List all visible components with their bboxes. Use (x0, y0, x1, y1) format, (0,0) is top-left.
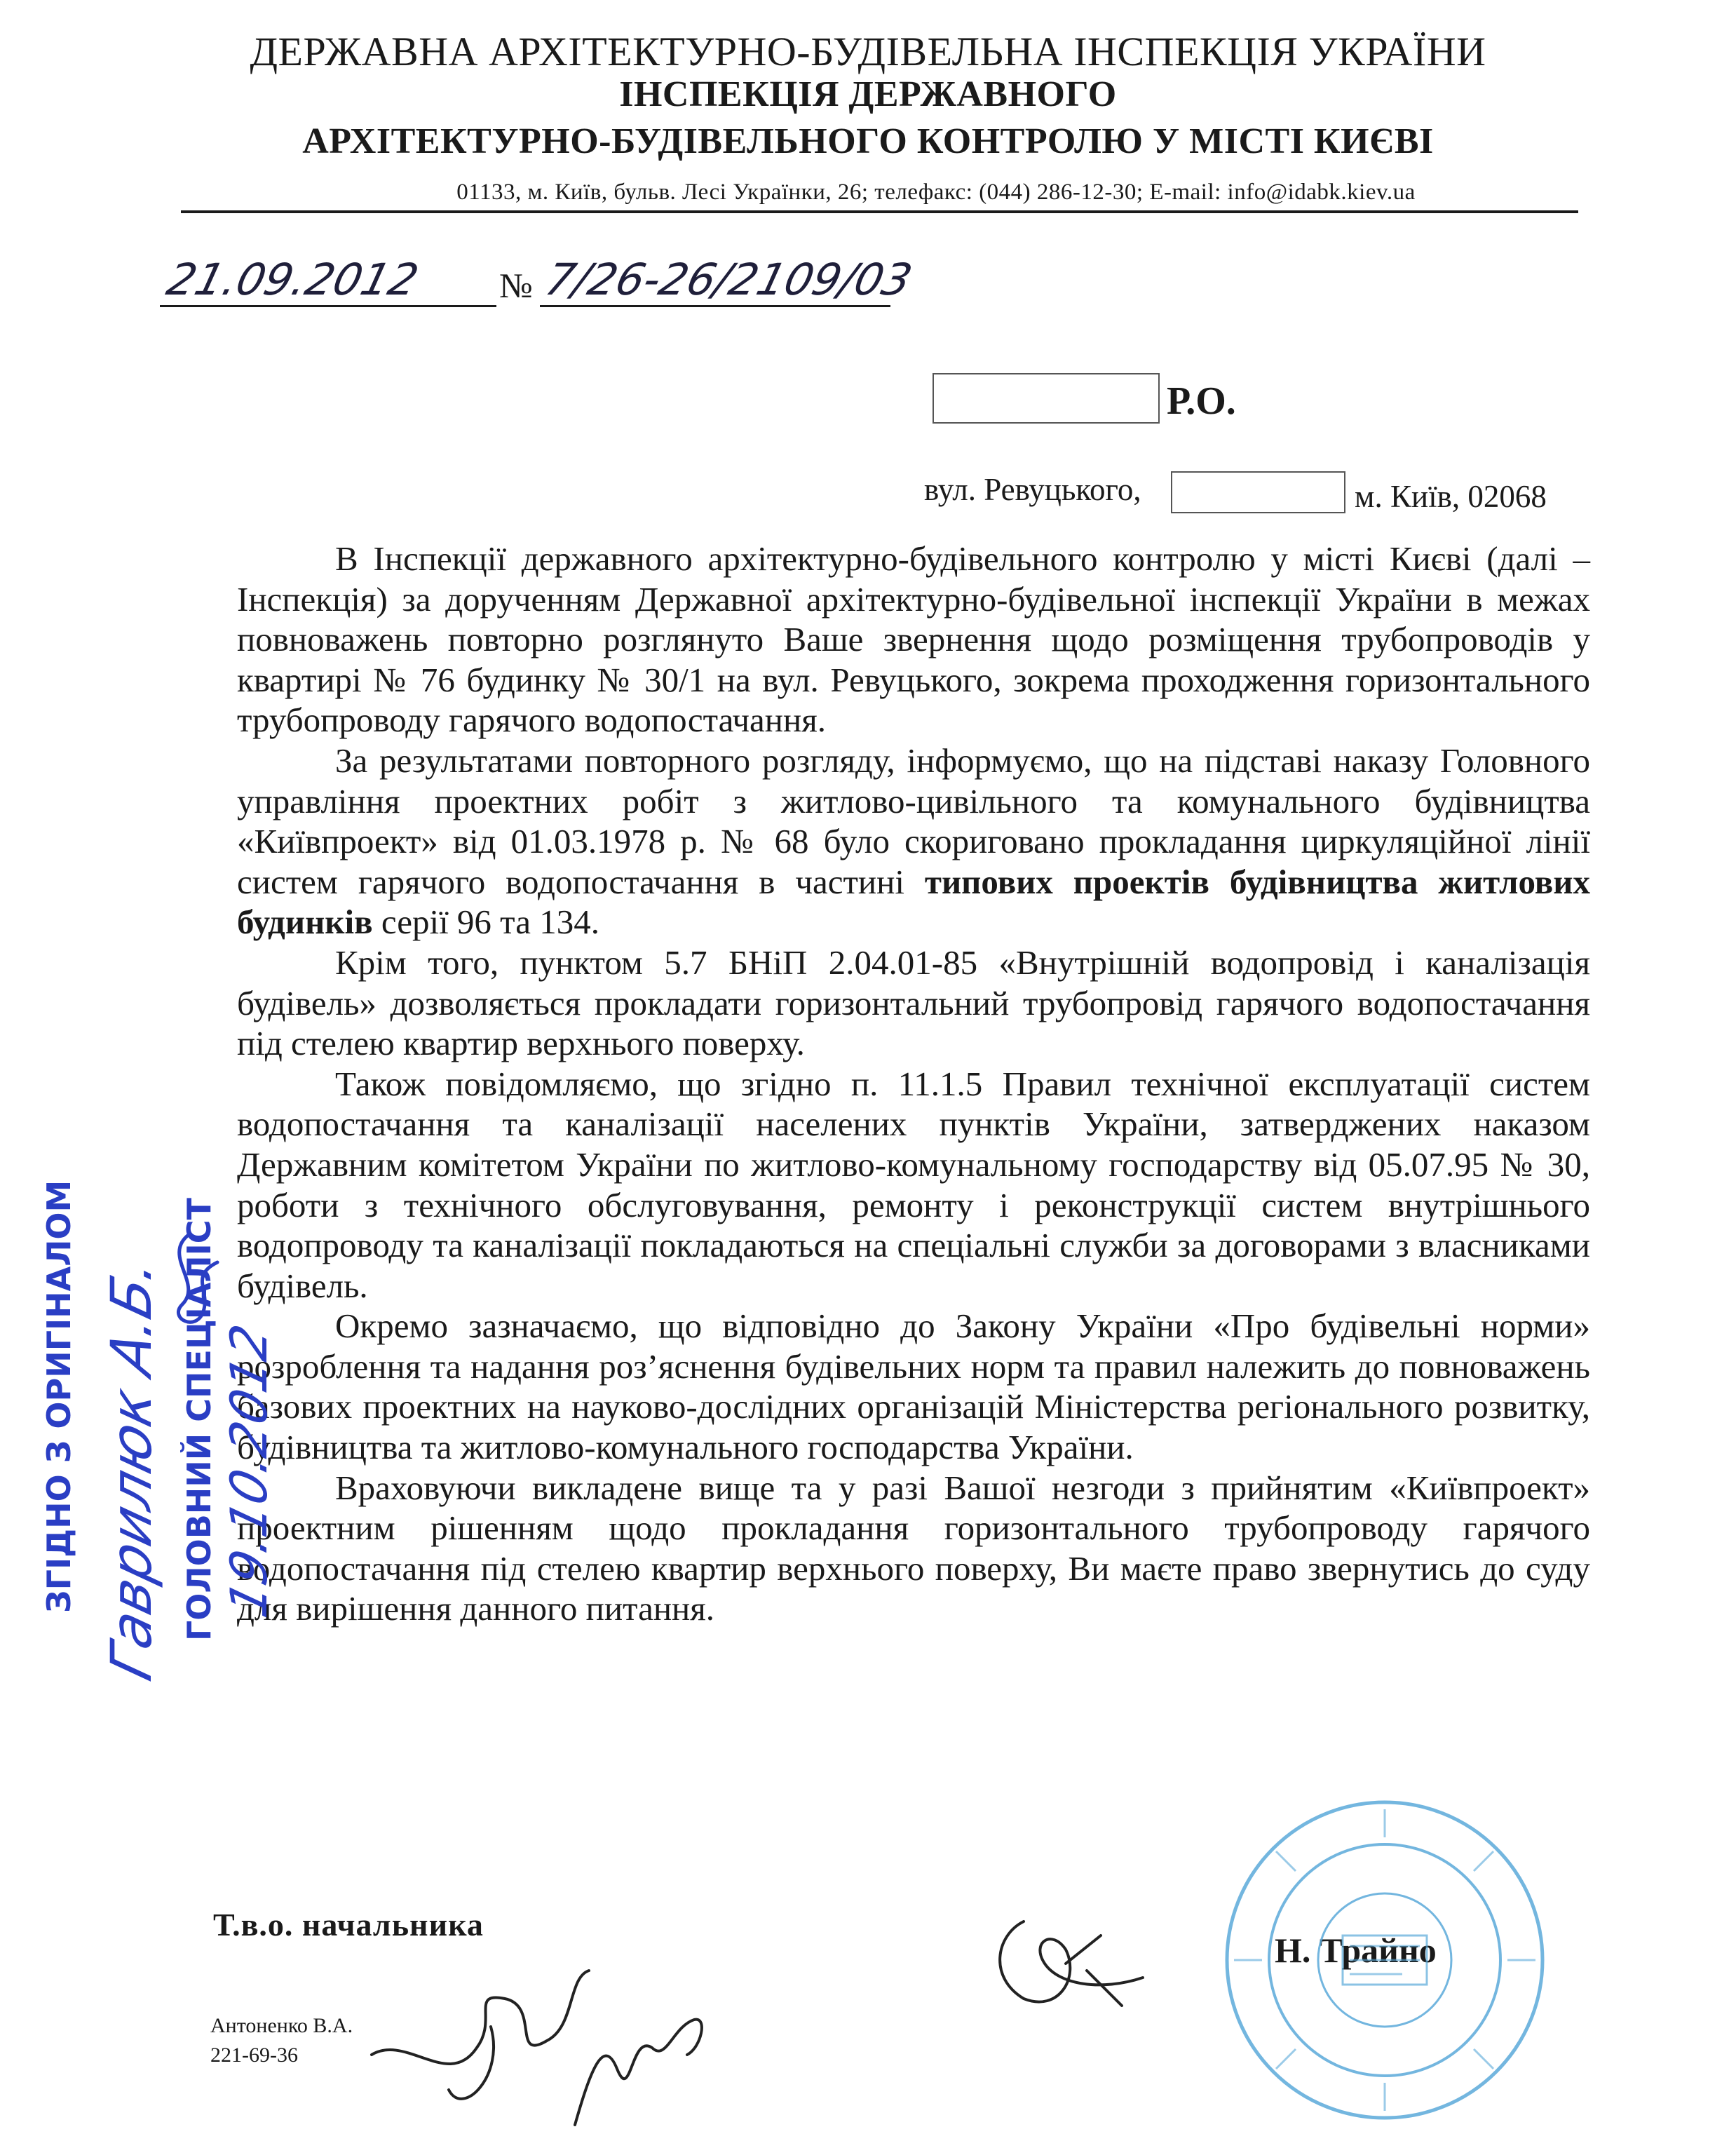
signatory-title: Т.в.о. начальника (213, 1907, 484, 1943)
agency-name: ДЕРЖАВНА АРХІТЕКТУРНО-БУДІВЕЛЬНА ІНСПЕКЦІЯ УКРАЇНИ (250, 29, 1486, 74)
stamp-line-handwritten-name (99, 1251, 164, 1687)
inspection-name-line2: АРХІТЕКТУРНО-БУДІВЕЛЬНОГО КОНТРОЛЮ У МІСТІ КИЄВІ (302, 121, 1434, 161)
paragraph-2-bold: типових проектів будівництва житлових будинків (237, 862, 1590, 942)
paragraph-4: Також повідомляємо, що згідно п. 11.1.5 Правил технічної експлуатації систем водопостачання та каналізації населених пунктів України, затверджених наказом Державним комітетом України по житлово-комунальному господарству від 05.07.95 № 30, роботи з технічного обслуговування, ремонту і реконструкції систем внутрішнього водопроводу та каналізації покладаються на спеціальні служби за договорами з власниками будівель. (237, 1064, 1590, 1305)
recipient-city: м. Київ, 02068 (1355, 479, 1547, 514)
executor-phone: 221-69-36 (210, 2044, 298, 2067)
recipient-street: вул. Ревуцького, (924, 472, 1141, 507)
redacted-house-number (1171, 471, 1345, 513)
head-signature (982, 1893, 1164, 2020)
executor-signatures (365, 1950, 715, 2132)
stamp-line-handwritten-date (220, 1318, 279, 1623)
signatory-name: Н. Трайно (1275, 1931, 1437, 1970)
date-underline (160, 305, 496, 307)
agency-address: 01133, м. Київ, бульв. Лесі Українки, 26; телефакс: (044) 286-12-30; E-mail: info@idabk.kiev.ua (456, 180, 1416, 205)
executor-name: Антоненко В.А. (210, 2014, 353, 2037)
certification-stamp (21, 1178, 456, 1809)
header-divider (181, 210, 1578, 213)
letter-date: 21.09.2012 (161, 254, 424, 305)
redacted-recipient-name (933, 373, 1160, 424)
stamp-text-original: ЗГІДНО З ОРИГІНАЛОМ (40, 1180, 78, 1613)
stamp-line-original (40, 1180, 78, 1613)
paragraph-6: Враховуючи викладене вище та у разі Вашої незгоди з прийнятим «Київпроект» проектним рішенням щодо прокладання горизонтального трубопроводу гарячого водопостачання під стелею квартир верхнього поверху, Ви маєте право звернутись до суду для вирішення данного питання. (237, 1468, 1590, 1628)
stamp-handwritten-name: Гаврилюк А.Б. (99, 1251, 165, 1687)
letter-number: 7/26-26/2109/03 (540, 254, 918, 305)
paragraph-5: Окремо зазначаємо, що відповідно до Закону України «Про будівельні норми» розроблення та надання роз’яснення будівельних норм та правил належить до повноважень базових проектних на науково-дослідних організацій Міністерства регіонального розвитку, будівництва та житлово-комунального господарства України. (237, 1306, 1590, 1467)
official-seal (1220, 1795, 1549, 2125)
paragraph-1: В Інспекції державного архітектурно-будівельного контролю у місті Києві (далі – Інспекція) за дорученням Державної архітектурно-будівельної інспекції України в межах повноважень повторно розглянуто Ваше звернення щодо розміщення трубопроводів у квартирі № 76 будинку № 30/1 на вул. Ревуцького, зокрема проходження горизонтального трубопроводу гарячого водопостачання. (237, 539, 1590, 740)
paragraph-2 (237, 741, 1590, 943)
paragraph-2-start: За результатами повторного розгляду, інформуємо, що на підставі наказу Головного управління проектних робіт з житлово-цивільного та комунального будівництва «Київпроект» від 01.03.1978 р. № 68 було скориговано прокладання циркуляційної лінії систем гарячого водопостачання в частині (237, 741, 1590, 901)
stamp-text-position: ГОЛОВНИЙ СПЕЦІАЛІСТ (180, 1198, 218, 1641)
paragraph-2-end: серії 96 та 134. (372, 903, 599, 942)
number-sign: № (499, 266, 533, 305)
number-underline (540, 305, 890, 307)
stamp-handwritten-date: 19.10.2012 (220, 1318, 279, 1623)
recipient-initials: Р.О. (1167, 379, 1236, 423)
inspection-name-line1: ІНСПЕКЦІЯ ДЕРЖАВНОГО (619, 74, 1117, 114)
paragraph-3: Крім того, пунктом 5.7 БНіП 2.04.01-85 «Внутрішній водопровід і каналізація будівель» дозволяється прокладати горизонтальний трубопровід гарячого водопостачання під стелею квартир верхнього поверху. (237, 943, 1590, 1063)
